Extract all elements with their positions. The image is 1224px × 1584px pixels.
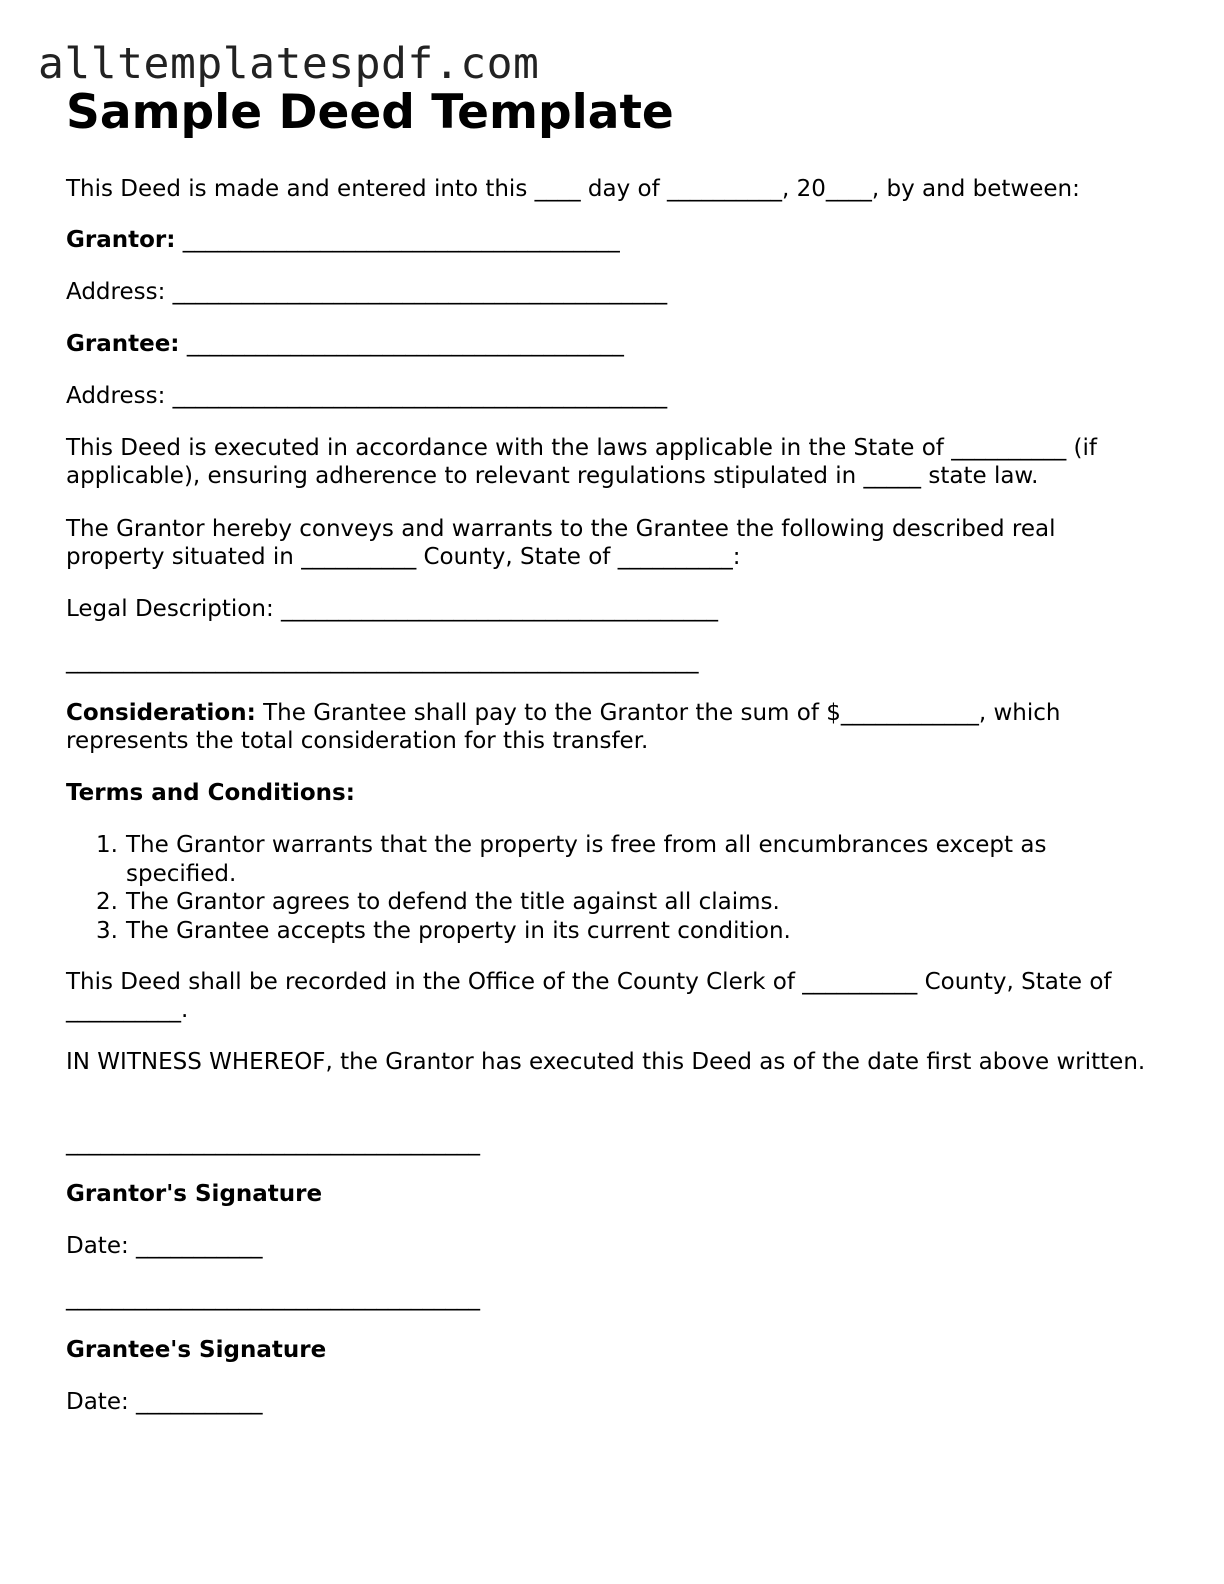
recorded-paragraph: This Deed shall be recorded in the Office of the County Clerk of __________ County, State of __________. bbox=[66, 969, 1112, 1023]
list-item-number: 1. bbox=[96, 832, 118, 858]
page-title: Sample Deed Template bbox=[66, 85, 674, 140]
intro-paragraph: This Deed is made and entered into this ____ day of __________, 20____, by and between: bbox=[66, 176, 1080, 202]
list-item-text: The Grantee accepts the property in its current condition. bbox=[126, 917, 791, 944]
witness-paragraph: IN WITNESS WHEREOF, the Grantor has executed this Deed as of the date first above written. bbox=[66, 1049, 1146, 1075]
grantor-signature-line: ____________________________________ bbox=[66, 1130, 480, 1156]
legal-description-line: _______________________________________________________ bbox=[66, 648, 699, 674]
grantor-field bbox=[66, 226, 620, 254]
grantee-signature-label: Grantee's Signature bbox=[66, 1337, 327, 1363]
list-item-text: The Grantor warrants that the property is free from all encumbrances except as specified. bbox=[126, 832, 1047, 887]
legal-description-field: Legal Description: ______________________________________ bbox=[66, 596, 719, 622]
list-item-text: The Grantor agrees to defend the title against all claims. bbox=[126, 889, 780, 915]
list-item bbox=[66, 831, 1156, 888]
grantee-signature-line: ____________________________________ bbox=[66, 1285, 480, 1311]
watermark-text: alltemplatespdf.com bbox=[38, 39, 540, 89]
conveys-paragraph: The Grantor hereby conveys and warrants to the Grantee the following described real property situated in __________ County, State of __________: bbox=[66, 516, 1056, 570]
grantee-field bbox=[66, 330, 624, 358]
list-item-number: 2. bbox=[96, 889, 118, 915]
list-item bbox=[66, 888, 1156, 917]
grantor-address-field: Address: ___________________________________________ bbox=[66, 279, 668, 305]
consideration-text: The Grantee shall pay to the Grantor the sum of $____________, which represents the total consideration for this transfer. bbox=[66, 700, 1061, 754]
grantee-blank: ______________________________________ bbox=[179, 331, 624, 357]
grantee-address-field: Address: ___________________________________________ bbox=[66, 383, 668, 409]
list-item bbox=[66, 917, 1156, 946]
grantor-date-field: Date: ___________ bbox=[66, 1233, 263, 1259]
grantor-label: Grantor: bbox=[66, 227, 176, 253]
grantor-blank: ______________________________________ bbox=[175, 227, 620, 253]
consideration-paragraph bbox=[66, 699, 1146, 755]
terms-heading: Terms and Conditions: bbox=[66, 780, 355, 806]
grantee-date-field: Date: ___________ bbox=[66, 1389, 263, 1415]
consideration-label: Consideration: bbox=[66, 700, 256, 726]
grantee-label: Grantee: bbox=[66, 331, 180, 357]
terms-list bbox=[66, 831, 1156, 945]
grantor-signature-label: Grantor's Signature bbox=[66, 1181, 323, 1207]
laws-paragraph: This Deed is executed in accordance with the laws applicable in the State of __________ (if applicable), ensuring adherence to relevant regulations stipulated in _____ state law. bbox=[66, 435, 1097, 489]
list-item-number: 3. bbox=[96, 917, 118, 944]
